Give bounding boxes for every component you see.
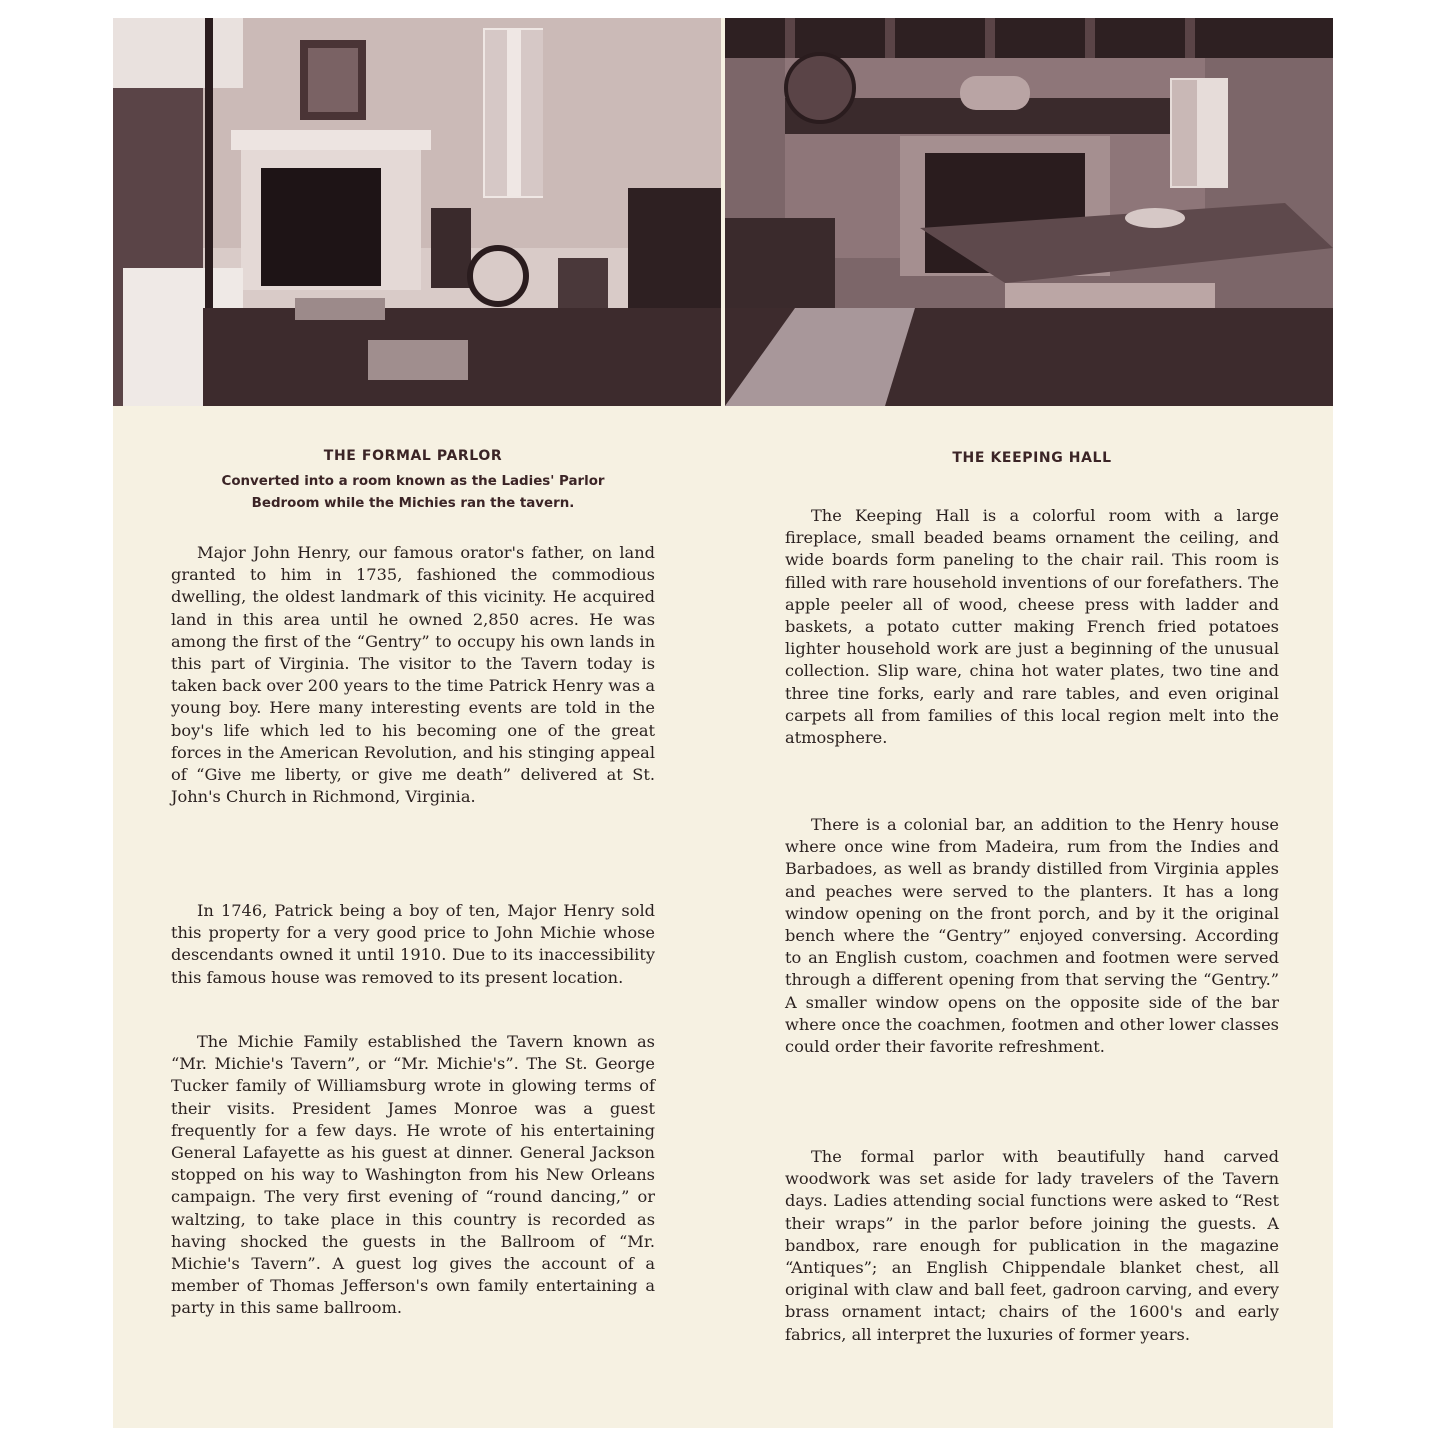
- paragraph: Major John Henry, our famous orator's father, on land granted to him in 1735, fashioned the commodious dwelling, the oldest landmark of this vicinity. He acquired land in this area until he owned 2,850 acres. He was among the first of the “Gentry” to occupy his own lands in this part of Virginia. The visitor to the Tavern today is taken back over 200 years to the time Patrick Henry was a young boy. Here many interesting events are told in the boy's life which led to his becoming one of the great forces in the American Revolution, and his stinging appeal of “Give me liberty, or give me death” delivered at St. John's Church in Richmond, Virginia.: [171, 543, 655, 807]
- paragraph: The formal parlor with beautifully hand carved woodwork was set aside for lady travelers of the Tavern days. Ladies attending social functions were asked to “Rest their wraps” in the parlor before joining the guests. A bandbox, rare enough for publication in the magazine “Antiques”; an English Chippendale blanket chest, all original with claw and ball feet, gadroon carving, and every brass ornament intact; chairs of the 1600's and early fabrics, all interpret the luxuries of former years.: [785, 1147, 1279, 1344]
- formal-parlor-subcaption-line2: Bedroom while the Michies ran the tavern.: [251, 496, 575, 511]
- formal-parlor-illustration: [113, 18, 721, 406]
- paragraph: The Michie Family established the Tavern known as “Mr. Michie's Tavern”, or “Mr. Michie's”. The St. George Tucker family of Williamsburg wrote in glowing terms of their visits. President James Monroe was a guest frequently for a few days. He wrote of his entertaining General Lafayette as his guest at dinner. General Jackson stopped on his way to Washington from his New Orleans campaign. The very first evening of “round dancing,” or waltzing, to take place in this country is recorded as having shocked the guests in the Ballroom of “Mr. Michie's Tavern”. A guest log gives the account of a member of Thomas Jefferson's own family entertaining a party in this same ballroom.: [171, 1032, 655, 1318]
- formal-parlor-heading: THE FORMAL PARLOR: [323, 448, 503, 464]
- formal-parlor-photo: [113, 18, 721, 406]
- paragraph: The Keeping Hall is a colorful room with a large fireplace, small beaded beams ornament the ceiling, and wide boards form paneling to the chair rail. This room is filled with rare household inventions of our forefathers. The apple peeler all of wood, cheese press with ladder and baskets, a potato cutter making French fried potatoes lighter household work are just a beginning of the unusual collection. Slip ware, china hot water plates, two tine and three tine forks, early and rare tables, and even original carpets all from families of this local region melt into the atmosphere.: [785, 506, 1279, 748]
- brochure-page: [113, 18, 1333, 1428]
- keeping-hall-illustration: [725, 18, 1333, 406]
- paragraph: There is a colonial bar, an addition to the Henry house where once wine from Madeira, rum from the Indies and Barbadoes, as well as brandy distilled from Virginia apples and peaches were served to the planters. It has a long window opening on the front porch, and by it the original bench where the “Gentry” enjoyed conversing. According to an English custom, coachmen and footmen were served through a different opening from that serving the “Gentry.” A smaller window opens on the opposite side of the bar where once the coachmen, footmen and other lower classes could order their favorite refreshment.: [785, 815, 1279, 1057]
- keeping-hall-heading: THE KEEPING HALL: [952, 450, 1112, 466]
- formal-parlor-subcaption-line1: Converted into a room known as the Ladies' Parlor: [221, 474, 605, 489]
- paragraph: In 1746, Patrick being a boy of ten, Major Henry sold this property for a very good price to John Michie whose descendants owned it until 1910. Due to its inaccessibility this famous house was removed to its present location.: [171, 901, 655, 987]
- keeping-hall-photo: [725, 18, 1333, 406]
